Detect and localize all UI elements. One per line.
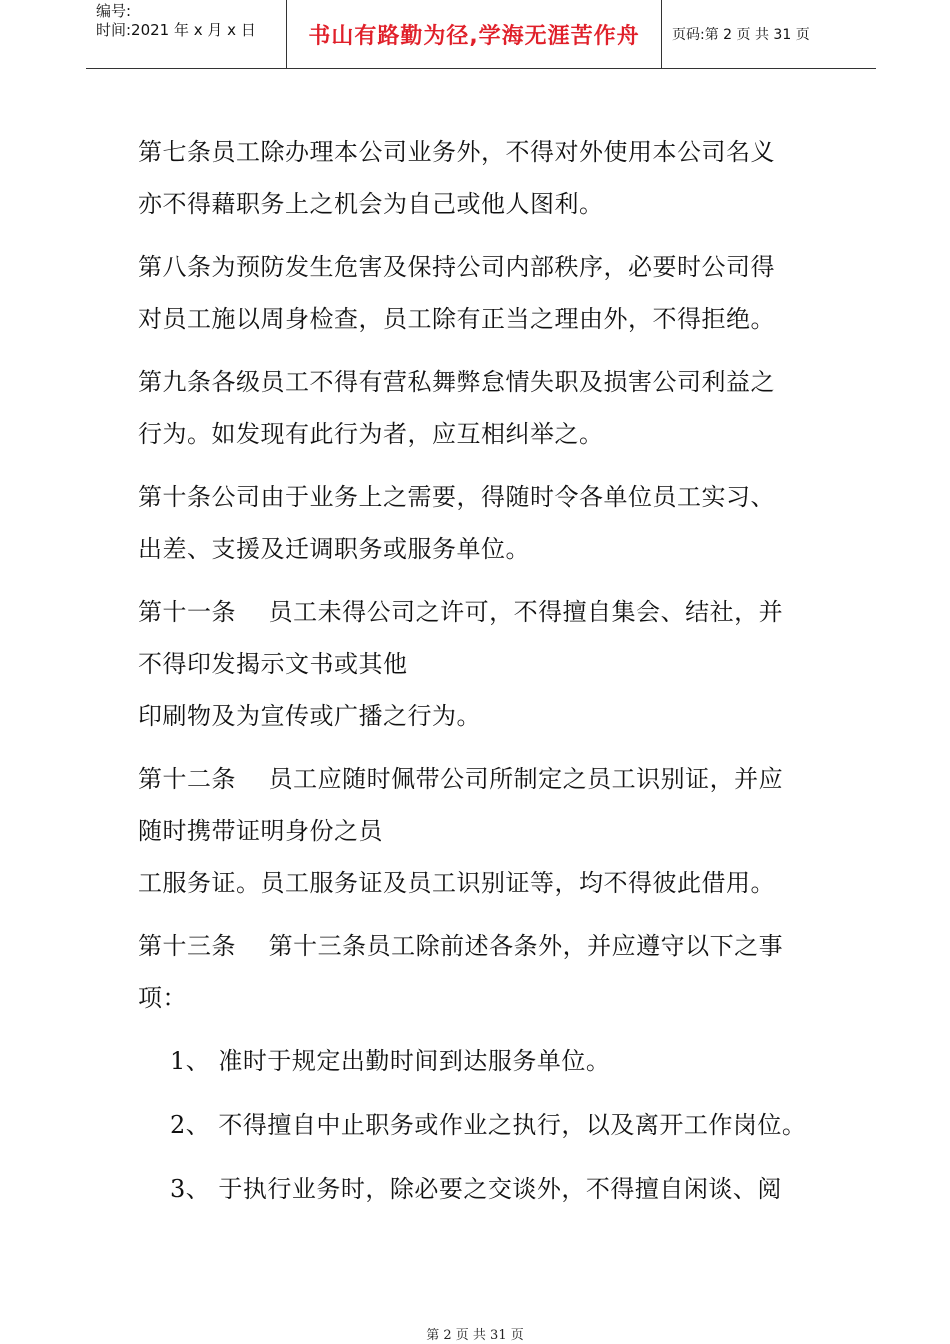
- document-time-label: 时间:2021 年 x 月 x 日: [96, 21, 256, 39]
- text-line: 工服务证。员工服务证及员工识别证等，均不得彼此借用。: [138, 869, 775, 897]
- article-9: [138, 356, 838, 460]
- text-line: 项：: [138, 984, 187, 1012]
- text-line: 对员工施以周身检查，员工除有正当之理由外，不得拒绝。: [138, 305, 775, 333]
- text-line: 第九条各级员工不得有营私舞弊怠情失职及损害公司利益之: [138, 368, 775, 396]
- header-meta: [86, 0, 286, 68]
- text-line: 不得印发揭示文书或其他: [138, 650, 408, 678]
- article-8: [138, 241, 838, 345]
- list-item: 2、 不得擅自中止职务或作业之执行，以及离开工作岗位。: [170, 1111, 807, 1139]
- article-11: [138, 586, 838, 742]
- article-12: [138, 753, 838, 909]
- article-13: [138, 920, 838, 1024]
- header-page-info: 页码:第 2 页 共 31 页: [672, 27, 810, 43]
- text-line: 行为。如发现有此行为者，应互相纠举之。: [138, 420, 604, 448]
- document-number-label: 编号:: [96, 2, 132, 20]
- list-item: 3、 于执行业务时，除必要之交谈外，不得擅自闲谈、阅: [170, 1175, 782, 1203]
- list-item: 1、 准时于规定出勤时间到达服务单位。: [170, 1047, 611, 1075]
- article-7: [138, 126, 838, 230]
- header-motto: 书山有路勤为径,学海无涯苦作舟: [286, 0, 662, 68]
- text-line: 印刷物及为宣传或广播之行为。: [138, 702, 481, 730]
- document-body: [138, 126, 838, 1227]
- text-line: 第十一条 员工未得公司之许可，不得擅自集会、结社，并: [138, 598, 784, 626]
- text-line: 亦不得藉职务上之机会为自己或他人图利。: [138, 190, 604, 218]
- text-line: 第七条员工除办理本公司业务外，不得对外使用本公司名义: [138, 138, 775, 166]
- text-line: 第十三条 第十三条员工除前述各条外，并应遵守以下之事: [138, 932, 784, 960]
- article-10: [138, 471, 838, 575]
- text-line: 第八条为预防发生危害及保持公司内部秩序，必要时公司得: [138, 253, 775, 281]
- page-footer: 第 2 页 共 31 页: [426, 1328, 524, 1343]
- text-line: 第十条公司由于业务上之需要，得随时令各单位员工实习、: [138, 483, 775, 511]
- text-line: 随时携带证明身份之员: [138, 817, 383, 845]
- page-header: [86, 0, 876, 69]
- text-line: 第十二条 员工应随时佩带公司所制定之员工识别证，并应: [138, 765, 784, 793]
- text-line: 出差、支援及迁调职务或服务单位。: [138, 535, 530, 563]
